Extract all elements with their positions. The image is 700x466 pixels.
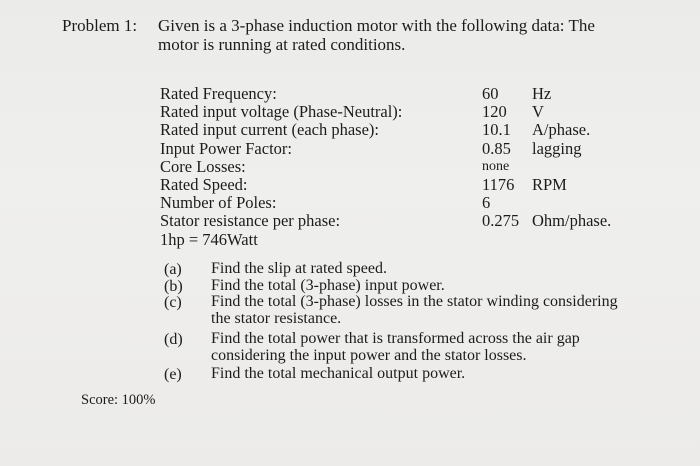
param-value: 120	[482, 102, 507, 122]
problem-label: Problem 1:	[62, 16, 138, 35]
param-unit: Hz	[532, 84, 552, 103]
question-text: Find the total power that is transformed across the air gap considering the input power and the stator losses.	[211, 330, 580, 364]
question-text: Find the total (3-phase) losses in the stator winding considering the stator resistance.	[211, 293, 618, 327]
param-label: Rated input voltage (Phase-Neutral):	[160, 102, 403, 122]
param-label: Input Power Factor:	[160, 138, 292, 158]
param-label: Rated Frequency:	[160, 84, 277, 103]
problem-intro: Given is a 3-phase induction motor with the following data: The motor is running at rated conditions.	[158, 16, 595, 54]
question-letter: (c)	[164, 294, 182, 311]
param-unit: lagging	[532, 138, 582, 158]
question-letter: (d)	[164, 331, 183, 348]
param-value: none	[482, 158, 510, 174]
question-text: Find the slip at rated speed.	[211, 260, 387, 277]
param-value: 0.85	[482, 138, 511, 158]
param-unit: RPM	[532, 174, 567, 194]
question-letter: (e)	[164, 366, 182, 383]
param-unit: V	[532, 102, 544, 122]
param-label: Rated input current (each phase):	[160, 120, 379, 140]
param-unit: A/phase.	[532, 120, 591, 140]
param-unit: Ohm/phase.	[532, 211, 612, 231]
score-label: Score: 100%	[81, 392, 156, 408]
param-value: 10.1	[482, 120, 511, 140]
param-label: Rated Speed:	[160, 174, 248, 194]
param-value: 6	[482, 193, 491, 213]
param-value: 1176	[482, 174, 515, 194]
param-label: Core Losses:	[160, 156, 246, 176]
question-letter: (b)	[164, 277, 183, 295]
param-value: 0.275	[482, 211, 520, 231]
param-value: 60	[482, 84, 499, 103]
question-text: Find the total (3-phase) input power.	[211, 276, 445, 294]
param-label: Number of Poles:	[160, 193, 277, 213]
question-text: Find the total mechanical output power.	[211, 365, 466, 382]
param-label: Stator resistance per phase:	[160, 211, 341, 231]
question-letter: (a)	[164, 261, 182, 278]
param-label: 1hp = 746Watt	[160, 229, 258, 249]
